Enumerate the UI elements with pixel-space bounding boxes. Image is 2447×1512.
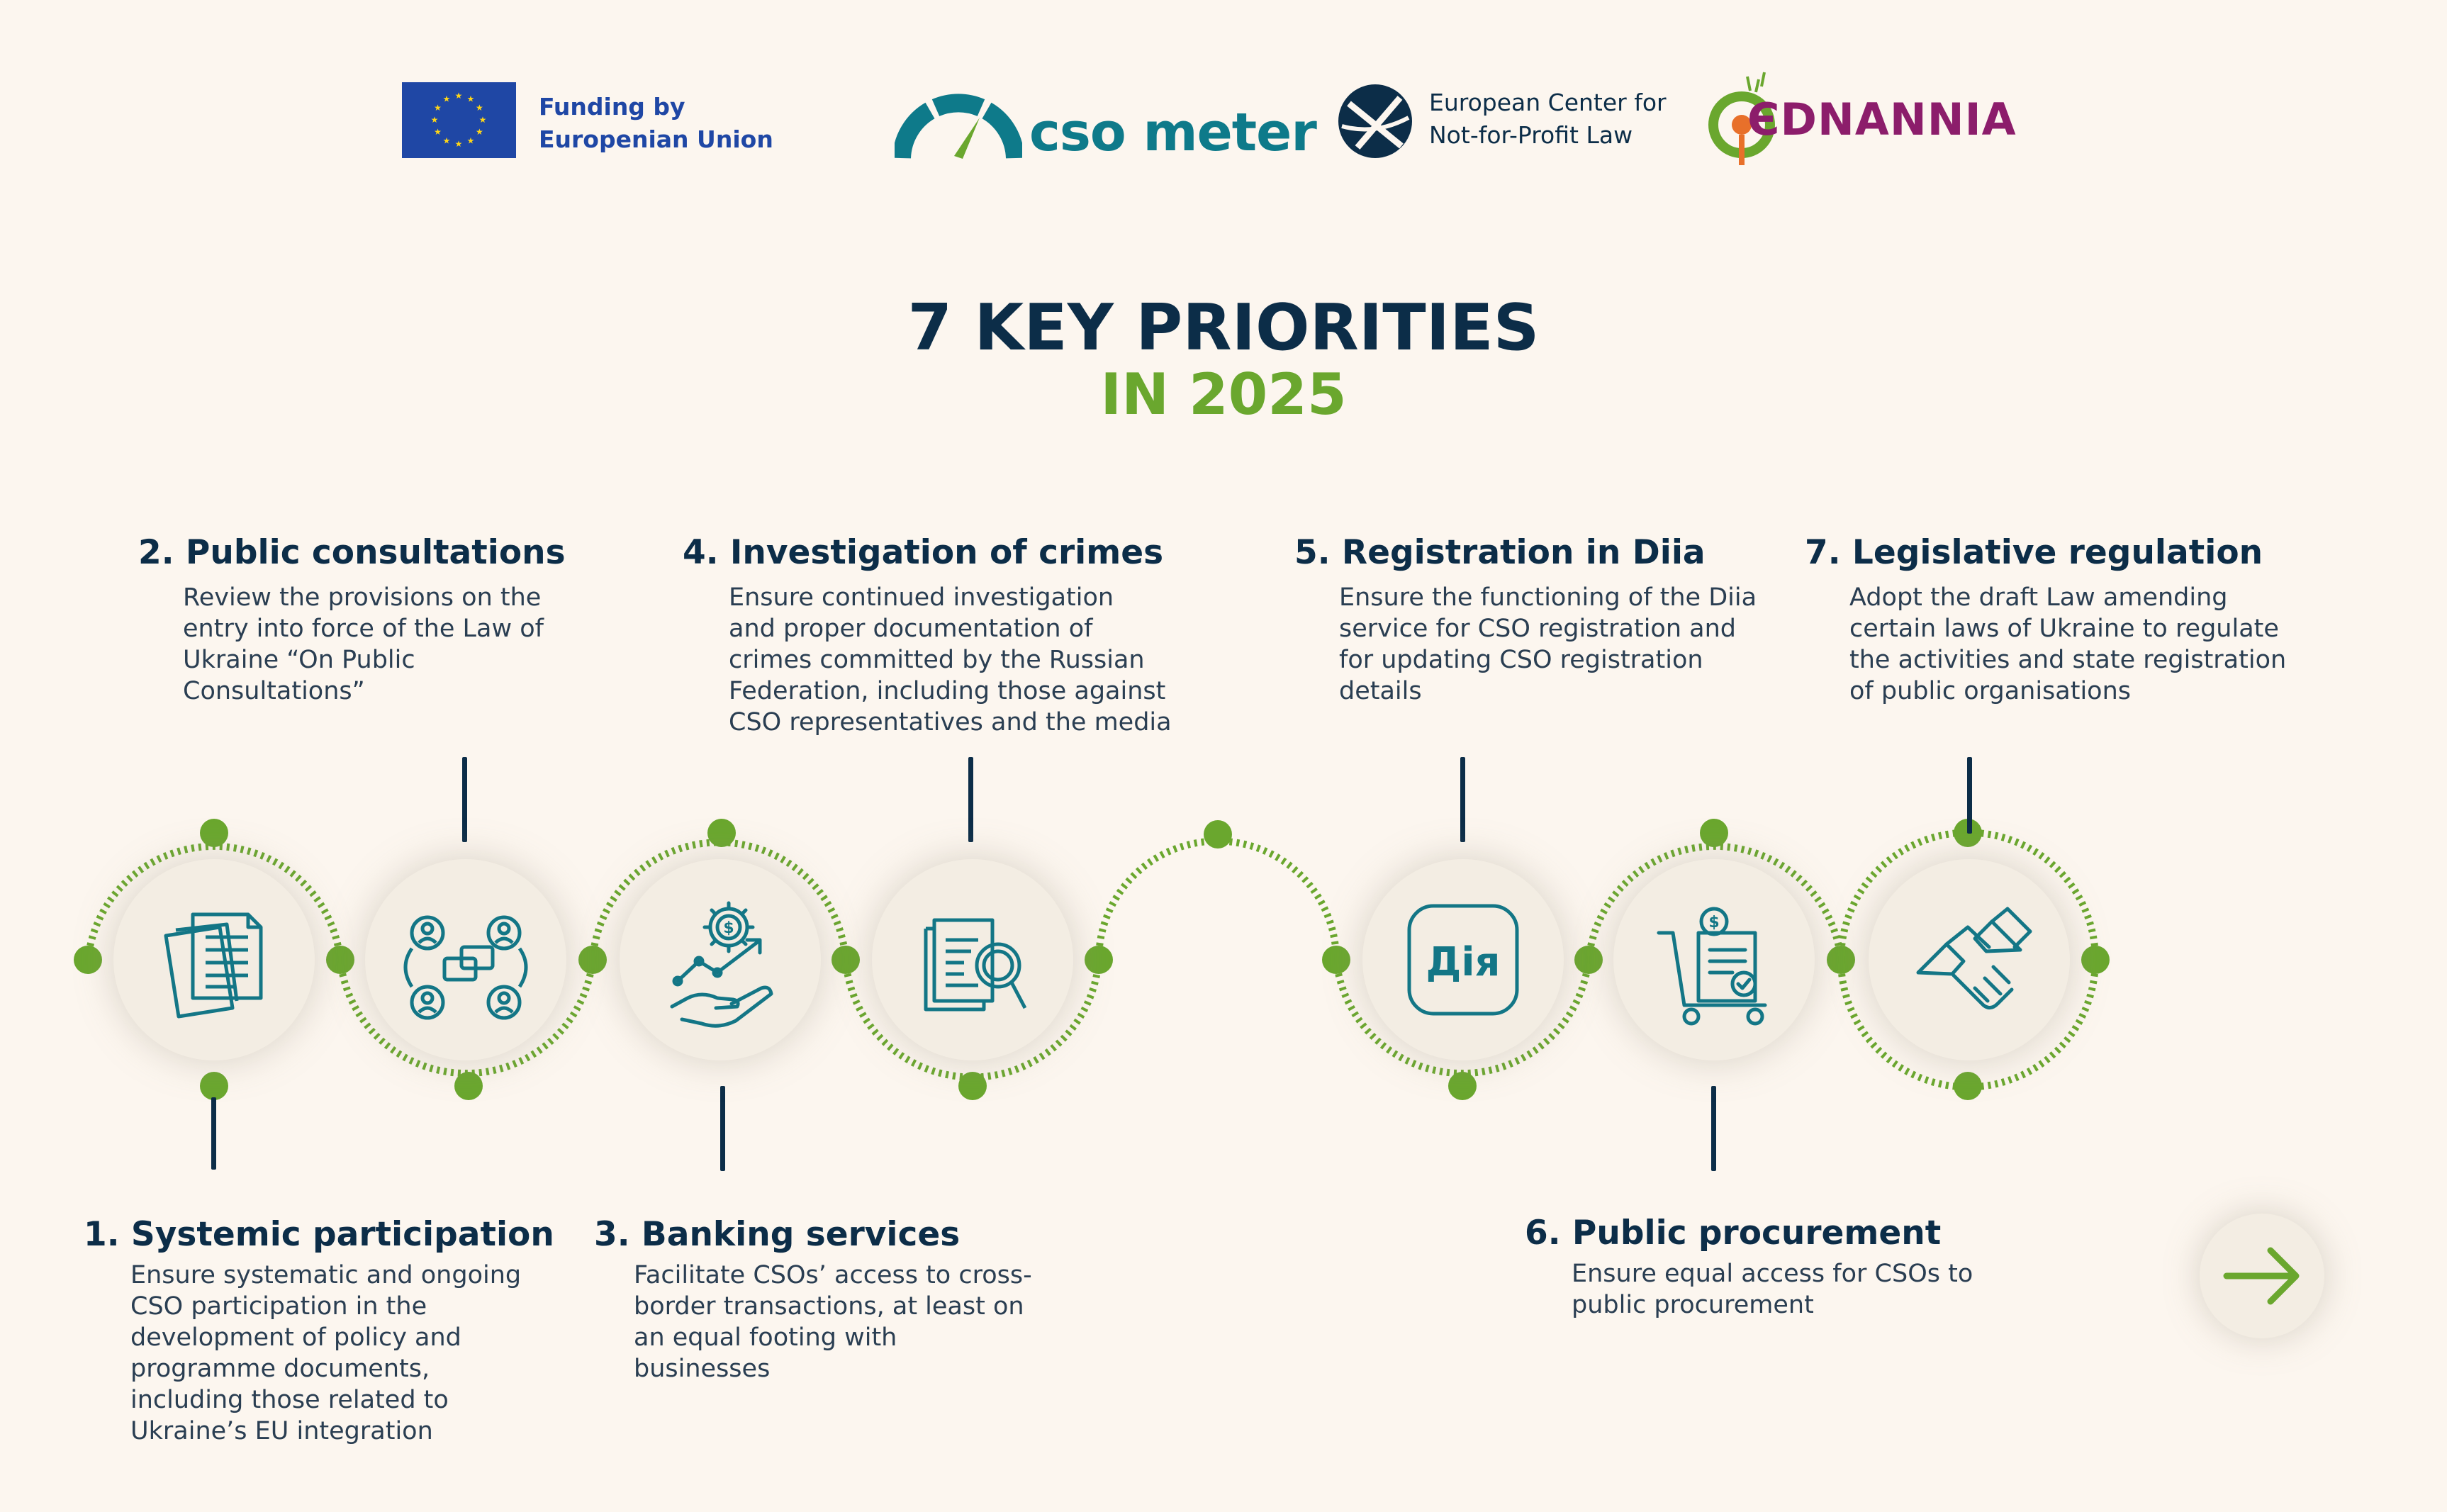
- connector-line-2: [462, 757, 467, 842]
- connector-line-3: [720, 1086, 725, 1171]
- hand-money-growth-icon: [620, 859, 821, 1060]
- desc-line: CSO participation in the: [130, 1292, 427, 1321]
- diia-icon-text: Дія: [1426, 939, 1501, 985]
- ecnl-line-2: Not-for-Profit Law: [1429, 121, 1633, 149]
- connector-line-7: [1967, 757, 1972, 834]
- wave-dot: [958, 1072, 987, 1100]
- priority-2-title: 2. Public consultations: [138, 533, 566, 572]
- desc-line: including those related to: [130, 1386, 449, 1414]
- desc-line: CSO representatives and the media: [729, 708, 1172, 737]
- priority-6-block: [1525, 1214, 1973, 1321]
- wave-dot: [578, 946, 607, 974]
- priority-2-circle: [365, 859, 566, 1060]
- priority-7-title: 7. Legislative regulation: [1805, 533, 2263, 572]
- desc-line: Ensure equal access for CSOs to: [1572, 1260, 1973, 1288]
- priority-1-description: [130, 1260, 554, 1447]
- wave-arc-5: [1099, 841, 1336, 961]
- desc-line: and proper documentation of: [729, 615, 1093, 643]
- priority-6-title: 6. Public procurement: [1525, 1214, 1942, 1253]
- desc-line: of public organisations: [1849, 677, 2132, 705]
- desc-line: programme documents,: [130, 1355, 430, 1383]
- wave-dot: [74, 946, 102, 974]
- desc-line: Consultations”: [183, 677, 365, 705]
- priority-4-block: [683, 533, 1172, 738]
- desc-line: Adopt the draft Law amending: [1849, 583, 2228, 612]
- priority-2-block: [138, 533, 566, 707]
- wave-dot: [707, 819, 736, 847]
- desc-line: Ukraine “On Public: [183, 646, 415, 674]
- page-title: 7 KEY PRIORITIES: [907, 291, 1540, 365]
- connector-line-4: [968, 757, 973, 842]
- priority-5-circle: [1362, 859, 1564, 1060]
- funding-line-2: Europenian Union: [539, 125, 773, 153]
- wave-dot: [200, 819, 228, 847]
- people-network-icon: [365, 859, 566, 1060]
- handshake-icon: [1869, 859, 2070, 1060]
- wave-dot: [1954, 1072, 1982, 1100]
- diia-icon: [1362, 859, 1564, 1060]
- priority-3-circle: [620, 859, 821, 1060]
- priority-7-circle: [1869, 859, 2070, 1060]
- desc-line: certain laws of Ukraine to regulate: [1849, 615, 2279, 643]
- wave-dot: [1574, 946, 1603, 974]
- priority-7-description: [1849, 582, 2286, 707]
- wave-dot: [831, 946, 860, 974]
- desc-line: details: [1339, 677, 1422, 705]
- wave-dot: [1322, 946, 1350, 974]
- priority-3-description: [634, 1260, 1032, 1384]
- desc-line: for updating CSO registration: [1339, 646, 1703, 674]
- eu-star-icon: ★: [476, 127, 483, 137]
- desc-line: the activities and state registration: [1849, 646, 2287, 674]
- desc-line: entry into force of the Law of: [183, 615, 544, 643]
- eu-star-icon: ★: [430, 115, 439, 125]
- eu-star-icon: ★: [434, 103, 442, 113]
- priority-3-title: 3. Banking services: [594, 1215, 961, 1254]
- priority-5-title: 5. Registration in Diia: [1294, 533, 1706, 572]
- arrow-right-icon: [2200, 1214, 2324, 1338]
- priority-4-description: [729, 582, 1172, 738]
- priority-3-block: [594, 1215, 1032, 1384]
- desc-line: service for CSO registration and: [1339, 615, 1736, 643]
- priority-2-description: [183, 582, 566, 707]
- eu-star-icon: ★: [434, 127, 442, 137]
- wave-dot: [1085, 946, 1113, 974]
- desc-line: Ukraine’s EU integration: [130, 1417, 433, 1445]
- wave-dot: [1204, 820, 1232, 849]
- connector-line-6: [1711, 1086, 1716, 1171]
- eu-star-icon: ★: [478, 115, 487, 125]
- desc-line: businesses: [634, 1355, 771, 1383]
- eu-star-icon: ★: [466, 135, 475, 146]
- eu-star-icon: ★: [454, 91, 463, 101]
- desc-line: Review the provisions on the: [183, 583, 542, 612]
- desc-line: crimes committed by the Russian: [729, 646, 1145, 674]
- ecnl-line-1: European Center for: [1429, 89, 1667, 116]
- svg-text:$: $: [723, 919, 734, 937]
- desc-line: Facilitate CSOs’ access to cross-: [634, 1261, 1032, 1289]
- priority-4-title: 4. Investigation of crimes: [683, 533, 1164, 572]
- priority-6-circle: [1613, 859, 1815, 1060]
- page-subtitle: IN 2025: [1100, 362, 1347, 427]
- wave-dot: [1827, 946, 1855, 974]
- desc-line: development of policy and: [130, 1323, 461, 1352]
- documents-icon: [113, 859, 315, 1060]
- eu-star-icon: ★: [442, 135, 451, 146]
- procurement-cart-icon: [1613, 859, 1815, 1060]
- desc-line: an equal footing with: [634, 1323, 897, 1352]
- desc-line: Ensure the functioning of the Diia: [1339, 583, 1757, 612]
- ednannia-logo-text: ЄDNANNIA: [1747, 94, 2017, 145]
- desc-line: border transactions, at least on: [634, 1292, 1024, 1321]
- wave-dot: [326, 946, 354, 974]
- priority-1-circle: [113, 859, 315, 1060]
- priority-4-circle: [872, 859, 1073, 1060]
- svg-text:$: $: [1708, 914, 1720, 931]
- priority-7-block: [1805, 533, 2286, 707]
- wave-dot: [200, 1072, 228, 1100]
- priority-1-title: 1. Systemic participation: [84, 1215, 554, 1254]
- eu-star-icon: ★: [476, 103, 483, 113]
- wave-dot: [1700, 819, 1728, 847]
- connector-line-5: [1460, 757, 1465, 842]
- next-arrow-button[interactable]: [2200, 1214, 2324, 1338]
- eu-star-icon: ★: [466, 94, 475, 104]
- desc-line: Ensure systematic and ongoing: [130, 1261, 522, 1289]
- priority-5-description: [1339, 582, 1757, 707]
- priority-5-block: [1294, 533, 1757, 707]
- wave-dot: [2081, 946, 2110, 974]
- wave-dot: [1448, 1072, 1477, 1100]
- funding-line-1: Funding by: [539, 93, 685, 121]
- priority-6-description: [1572, 1258, 1973, 1321]
- desc-line: Ensure continued investigation: [729, 583, 1114, 612]
- priority-1-block: [84, 1215, 554, 1447]
- desc-line: Federation, including those against: [729, 677, 1166, 705]
- desc-line: public procurement: [1572, 1291, 1814, 1319]
- wave-dot: [454, 1072, 483, 1100]
- connector-line-1: [211, 1097, 216, 1170]
- cso-meter-logo-text: cso meter: [1029, 102, 1316, 163]
- eu-star-icon: ★: [442, 94, 451, 104]
- document-magnifier-icon: [872, 859, 1073, 1060]
- eu-star-icon: ★: [454, 139, 463, 149]
